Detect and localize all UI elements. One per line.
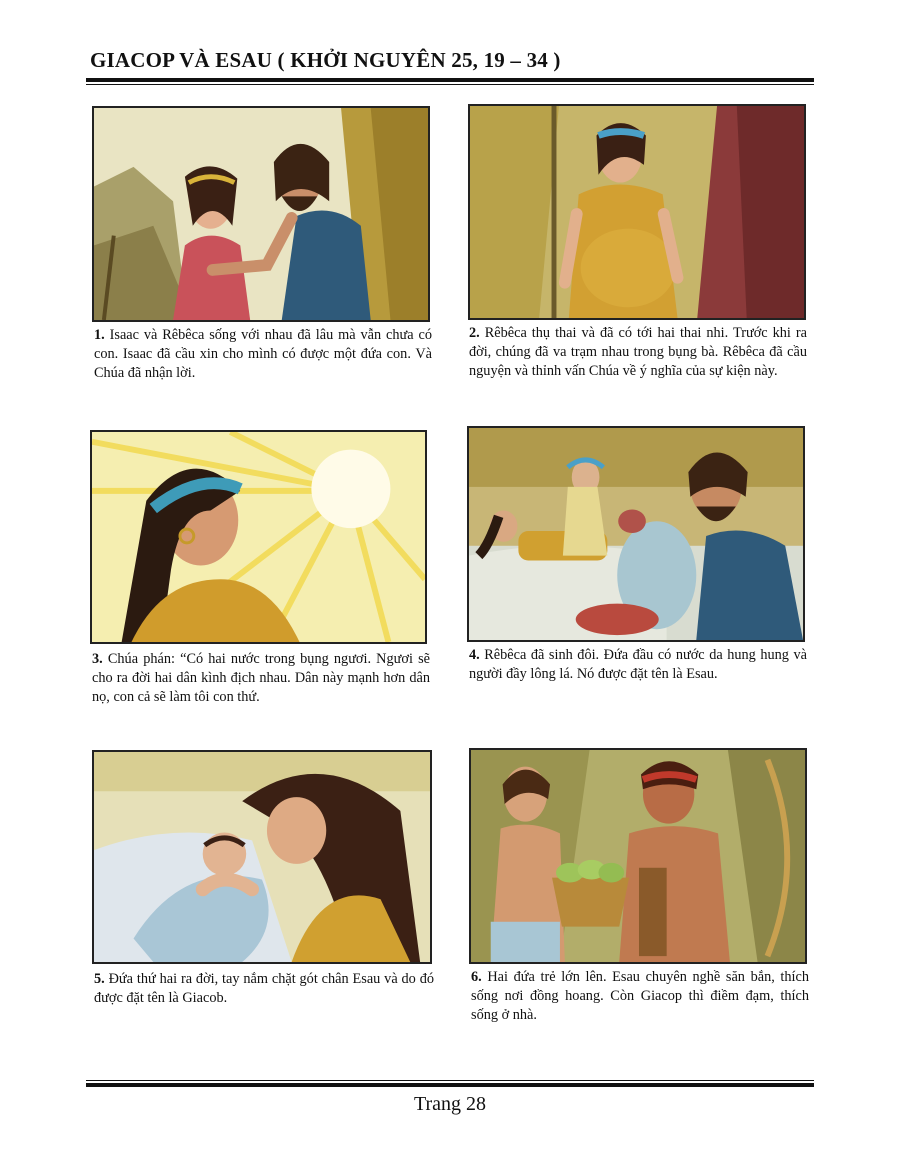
illustration-twins-birth [467,426,805,642]
illustration-rebecca-pregnant [468,104,806,320]
caption-number: 4. [469,647,480,663]
caption-number: 1. [94,327,105,343]
caption-4 [469,646,807,684]
caption-text: Đứa thứ hai ra đời, tay nắm chặt gót chân Esau và do đó được đặt tên là Giacob. [94,971,434,1006]
header-rule-thick [86,78,814,82]
header-rule-thin [86,84,814,85]
caption-number: 2. [469,325,480,341]
caption-2 [469,324,807,381]
footer-rule-thick [86,1083,814,1087]
caption-3 [92,650,430,707]
caption-text: Chúa phán: “Có hai nước trong bụng ngươi. Ngươi sẽ cho ra đời hai dân kình địch nhau. Dân này mạnh hơn dân nọ, con cả sẽ làm tôi con thứ. [92,651,430,705]
caption-1 [94,326,432,383]
illustration-rebecca-sun [90,430,427,644]
page-title: GIACOP VÀ ESAU ( KHỞI NGUYÊN 25, 19 – 34 ) [90,48,561,72]
illustration-jacob-esau [469,748,807,964]
caption-number: 3. [92,651,103,667]
caption-text: Rêbêca đã sinh đôi. Đứa đầu có nước da hung hung và người đầy lông lá. Nó được đặt tên là Esau. [469,647,807,682]
caption-text: Hai đứa trẻ lớn lên. Esau chuyên nghề săn bắn, thích sống nơi đồng hoang. Còn Giacop thì điềm đạm, thích sống ở nhà. [471,969,809,1023]
page-number: Trang 28 [413,1093,487,1115]
caption-text: Rêbêca thụ thai và đã có tới hai thai nhi. Trước khi ra đời, chúng đã va trạm nhau trong bụng bà. Rêbêca đã cầu nguyện và thỉnh vấn Chúa về ý nghĩa của sự kiện này. [469,325,807,379]
caption-6 [471,968,809,1025]
caption-number: 5. [94,971,105,987]
caption-text: Isaac và Rêbêca sống với nhau đã lâu mà vẫn chưa có con. Isaac đã cầu xin cho mình có được một đứa con. Và Chúa đã nhận lời. [94,327,432,381]
footer-rule-thin [86,1080,814,1081]
caption-number: 6. [471,969,482,985]
illustration-rebecca-baby [92,750,432,964]
caption-5 [94,970,434,1008]
illustration-isaac-rebecca [92,106,430,322]
